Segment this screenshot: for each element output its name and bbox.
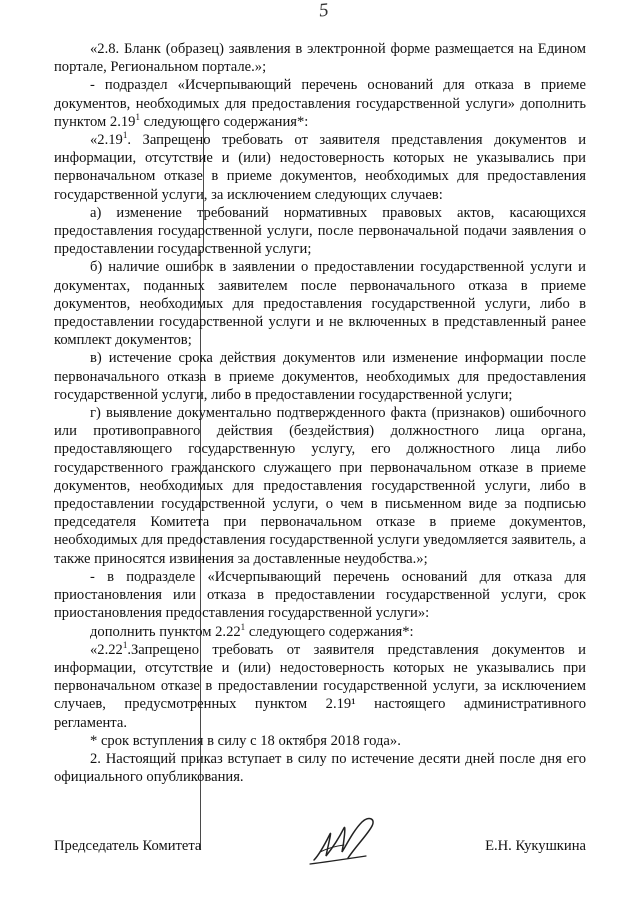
paragraph [54, 40, 586, 76]
paragraph-text: - в подразделе «Исчерпывающий перечень оснований для отказа для приостановления или отказа в предоставлении государственной услуги, срок приостановления предоставления государственной услуги»: [54, 568, 586, 622]
paragraph [54, 568, 586, 623]
paragraph [54, 404, 586, 568]
paragraph-text: 2. Настоящий приказ вступает в силу по истечение десяти дней после дня его официального опубликования. [54, 750, 586, 786]
paragraph-text: г) выявление документально подтвержденного факта (признаков) ошибочного или противоправного действия (бездействия) должностного лица органа, предоставляющего государственную услугу, его должностного лица либо государственного гражданского служащего при первоначальном отказе в приеме документов, необходимых для предоставления государственной услуги, либо в предоставлении государственной услуги, о чем в письменном виде за подписью председателя Комитета при первоначальном отказе в приеме документов, необходимых для предоставления государственной услуги уведомляется заявитель, а также приносятся извинения за доставленные неудобства.»; [54, 405, 586, 567]
paragraph [54, 258, 586, 349]
paragraph-text-rest: следующего содержания*: [245, 623, 414, 640]
paragraph [54, 204, 586, 259]
superscript: 1 [135, 111, 140, 122]
paragraph-text: дополнить пунктом 2.22 [90, 623, 241, 640]
page-number: 5 [317, 0, 330, 22]
signatory-role: Председатель Комитета [54, 838, 202, 854]
paragraph-text-rest: . Запрещено требовать от заявителя представления документов и информации, отсутствие и (или) недостоверность которых не указывались при первоначальном отказе в приеме документов, необходимых для предоставления государственной услуги, за исключением следующих случаев: [54, 132, 586, 203]
signatory-name: Е.Н. Кукушкина [485, 838, 586, 854]
paragraph-text: а) изменение требований нормативных правовых актов, касающихся предоставления государственной услуги, после первоначальной подачи заявления о предоставлении государственной услуги; [54, 204, 586, 258]
handwritten-signature [306, 812, 386, 868]
paragraph-text: в) истечение срока действия документов или изменение информации после первоначального отказа в приеме документов, необходимых для предоставления государственной услуги, либо в предоставлении государственной услуги; [54, 350, 586, 403]
paragraph [54, 76, 586, 131]
paragraph-text: - подраздел «Исчерпывающий перечень оснований для отказа в приеме документов, необходимых для предоставления государственной услуги» дополнить пунктом 2.19 [54, 77, 586, 130]
document-body [54, 40, 586, 786]
paragraph-text: * срок вступления в силу с 18 октября 2018 года». [90, 732, 401, 749]
paragraph-text: «2.19 [90, 132, 123, 149]
superscript: 1 [240, 621, 246, 632]
paragraph [54, 641, 586, 732]
paragraph-text-rest: следующего содержания*: [139, 113, 309, 130]
paragraph-text-rest: .Запрещено требовать от заявителя представления документов и информации, отсутствие и (или) недостоверность которых не указывались при первоначальном отказе в предоставлении государственной услуги, за исключением случаев, предусмотренных пунктом 2.19¹ настоящего административного регламента. [54, 641, 586, 731]
paragraph [54, 131, 586, 204]
paragraph-text: «2.22 [90, 641, 123, 658]
paragraph [54, 349, 586, 404]
paragraph [54, 750, 586, 786]
paragraph-text: «2.8. Бланк (образец) заявления в электронной форме размещается на Едином портале, Региональном портале.»; [54, 41, 586, 76]
paragraph [54, 623, 586, 641]
superscript: 1 [122, 639, 128, 650]
paragraph [54, 732, 586, 750]
paragraph-text: б) наличие ошибок в заявлении о предоставлении государственной услуги и документах, поданных заявителем после первоначального отказа в приеме документов, необходимых для предоставления государственной услуги, либо в предоставлении государственной услуги и не включенных в представленный ранее комплект документов; [54, 259, 586, 349]
superscript: 1 [122, 130, 128, 141]
